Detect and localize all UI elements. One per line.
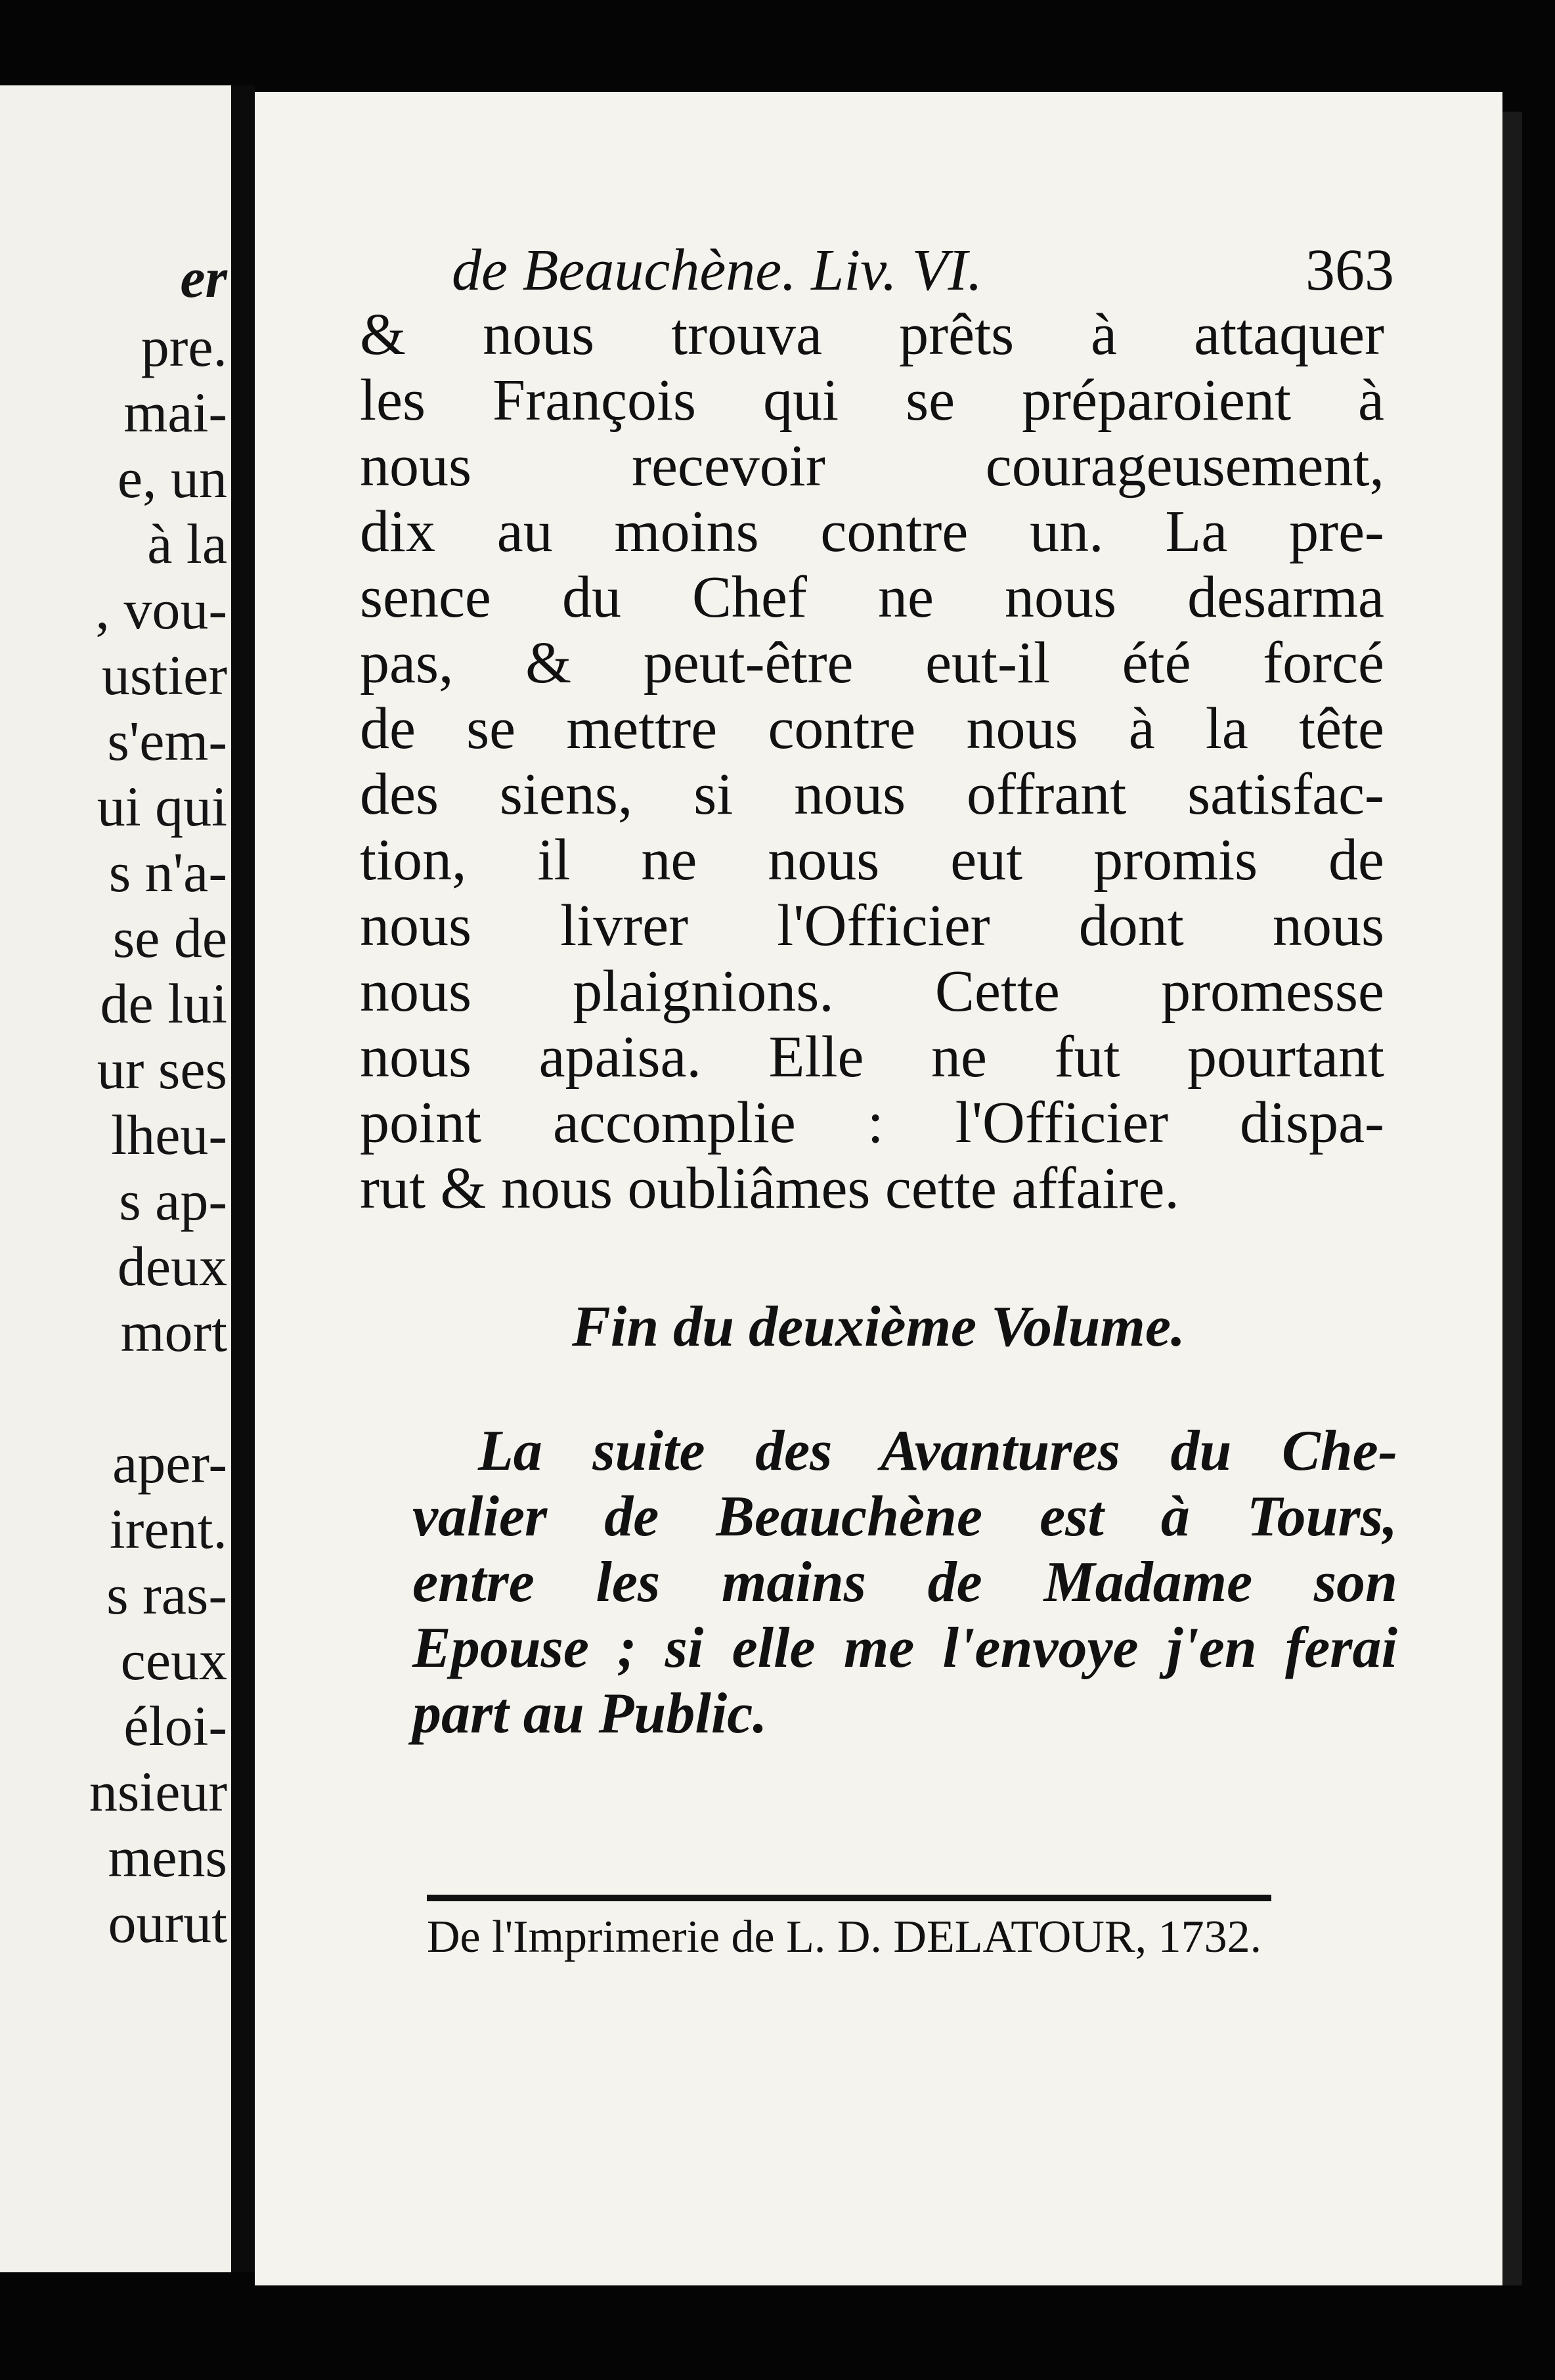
text-line: tion, il ne nous eut promis de bbox=[360, 827, 1384, 892]
note-line: La suite des Avantures du Che- bbox=[478, 1419, 1397, 1483]
left-line: de lui bbox=[100, 972, 227, 1035]
text-line: de se mettre contre nous à la tête bbox=[360, 696, 1384, 761]
text-line: nous plaignions. Cette promesse bbox=[360, 959, 1384, 1024]
printer-imprint: De l'Imprimerie de L. D. DELATOUR, 1732. bbox=[427, 1912, 1262, 1962]
text-line: nous apaisa. Elle ne fut pourtant bbox=[360, 1025, 1384, 1090]
left-line: deux bbox=[117, 1235, 227, 1298]
text-line: point accomplie : l'Officier dispa- bbox=[360, 1090, 1384, 1155]
left-page-text bbox=[4, 246, 227, 1956]
page-number: 363 bbox=[1305, 238, 1394, 303]
note-line: part au Public. bbox=[412, 1682, 768, 1746]
text-line: rut & nous oubliâmes cette affaire. bbox=[360, 1156, 1179, 1221]
left-line: ourut bbox=[108, 1891, 227, 1954]
left-line: ur ses bbox=[97, 1038, 227, 1101]
left-line: mai- bbox=[123, 381, 227, 444]
running-head: de Beauchène. Liv. VI. bbox=[452, 238, 982, 303]
text-line: nous livrer l'Officier dont nous bbox=[360, 893, 1384, 958]
body-paragraph bbox=[360, 302, 1384, 1222]
left-line: pre. bbox=[141, 315, 227, 378]
text-line: sence du Chef ne nous desarma bbox=[360, 565, 1384, 630]
page-header bbox=[452, 236, 1476, 309]
note-line: entre les mains de Madame son bbox=[412, 1551, 1397, 1614]
left-line: e, un bbox=[117, 447, 227, 510]
text-line: pas, & peut-être eut-il été forcé bbox=[360, 630, 1384, 695]
left-line: s'em- bbox=[107, 709, 227, 772]
left-line: lheu- bbox=[111, 1103, 227, 1166]
book-gutter bbox=[231, 85, 255, 2272]
page-edge bbox=[1502, 112, 1522, 2285]
left-page bbox=[0, 85, 231, 2272]
left-line: éloi- bbox=[123, 1694, 227, 1757]
note-line: Epouse ; si elle me l'envoye j'en ferai bbox=[412, 1616, 1397, 1680]
left-line: s n'a- bbox=[108, 841, 227, 904]
text-line: dix au moins contre un. La pre- bbox=[360, 499, 1384, 564]
left-line: mort bbox=[120, 1300, 227, 1363]
left-line: ui qui bbox=[97, 775, 227, 838]
left-line: nsieur bbox=[89, 1760, 227, 1823]
left-line: ceux bbox=[120, 1629, 227, 1692]
left-line: s ap- bbox=[119, 1169, 227, 1232]
left-line bbox=[4, 1365, 227, 1430]
left-line: se de bbox=[112, 906, 227, 969]
left-line: , vou- bbox=[95, 578, 227, 641]
left-line: irent. bbox=[109, 1497, 227, 1560]
right-page bbox=[255, 92, 1502, 2285]
left-line: aper- bbox=[112, 1432, 227, 1495]
left-line: s ras- bbox=[106, 1563, 227, 1626]
text-line: & nous trouva prêts à attaquer bbox=[360, 302, 1384, 367]
note-line: valier de Beauchène est à Tours, bbox=[412, 1485, 1397, 1549]
text-line: des siens, si nous offrant satisfac- bbox=[360, 762, 1384, 827]
end-of-volume-title: Fin du deuxième Volume. bbox=[572, 1295, 1185, 1359]
left-line: à la bbox=[147, 512, 227, 575]
text-line: les François qui se préparoient à bbox=[360, 368, 1384, 433]
publisher-note bbox=[412, 1419, 1397, 1747]
left-line: ustier bbox=[101, 644, 227, 707]
text-line: nous recevoir courageusement, bbox=[360, 433, 1384, 498]
left-line: mens bbox=[108, 1826, 227, 1889]
left-line: er bbox=[180, 246, 227, 309]
horizontal-rule bbox=[427, 1895, 1271, 1901]
